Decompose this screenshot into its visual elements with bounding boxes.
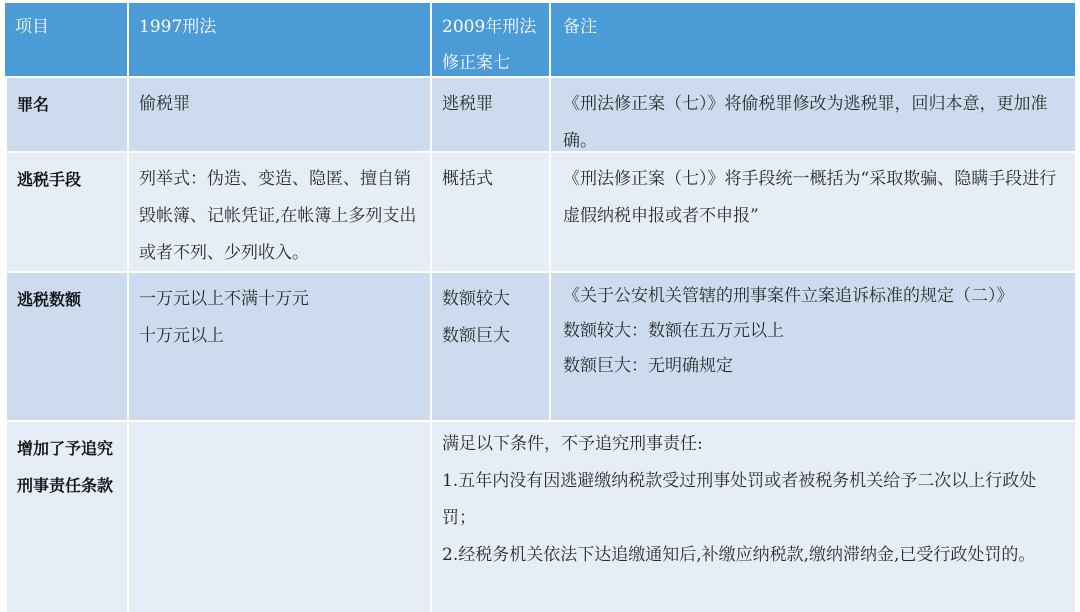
remark-line: 数额巨大：无明确规定: [563, 356, 733, 376]
clause-line: 1.五年内没有因逃避缴纳税款受过刑事处罚或者被税务机关给予二次以上行政处罚；: [442, 471, 1037, 528]
remark-line: 数额较大：数额在五万元以上: [563, 321, 784, 341]
amount-line: 一万元以上不满十万元: [139, 289, 309, 309]
amount-line: 数额巨大: [442, 326, 510, 346]
remark-line: 《关于公安机关管辖的刑事案件立案追诉标准的规定（二）》: [563, 286, 1014, 306]
cell-remark-evasion-means: 《刑法修正案（七）》将手段统一概括为“采取欺骗、隐瞒手段进行虚假纳税申报或者不申报”: [549, 153, 1075, 271]
cell-2009-evasion-means: 概括式: [430, 153, 549, 271]
row-label-evasion-means: 逃税手段: [5, 153, 127, 271]
header-1997-law: 1997刑法: [127, 3, 430, 76]
cell-2009-exemption-clause: [430, 422, 1075, 612]
cell-remark-evasion-amount: [549, 273, 1075, 420]
cell-1997-evasion-means: 列举式：伪造、变造、隐匿、擅自销毁帐簿、记帐凭证,在帐簿上多列支出或者不列、少列收入。: [127, 153, 430, 271]
cell-1997-crime-name: 偷税罪: [127, 78, 430, 151]
header-remarks: 备注: [549, 3, 1075, 76]
row-label-crime-name: 罪名: [5, 78, 127, 151]
cell-1997-evasion-amount: [127, 273, 430, 420]
amount-line: 数额较大: [442, 289, 510, 309]
cell-2009-crime-name: 逃税罪: [430, 78, 549, 151]
cell-remark-crime-name: 《刑法修正案（七）》将偷税罪修改为逃税罪，回归本意，更加准确。: [549, 78, 1075, 151]
header-item: 项目: [5, 3, 127, 76]
cell-2009-evasion-amount: [430, 273, 549, 420]
clause-line: 2.经税务机关依法下达追缴通知后,补缴应纳税款,缴纳滞纳金,已受行政处罚的。: [442, 545, 1036, 565]
header-2009-amendment: 2009年刑法修正案七: [430, 3, 549, 76]
row-label-evasion-amount: 逃税数额: [5, 273, 127, 420]
amount-line: 十万元以上: [139, 326, 224, 346]
comparison-table: [5, 3, 1075, 612]
clause-line: 满足以下条件，不予追究刑事责任:: [442, 434, 703, 454]
cell-1997-exemption-clause: [127, 422, 430, 612]
row-label-exemption-clause: 增加了予追究刑事责任条款: [5, 422, 127, 612]
